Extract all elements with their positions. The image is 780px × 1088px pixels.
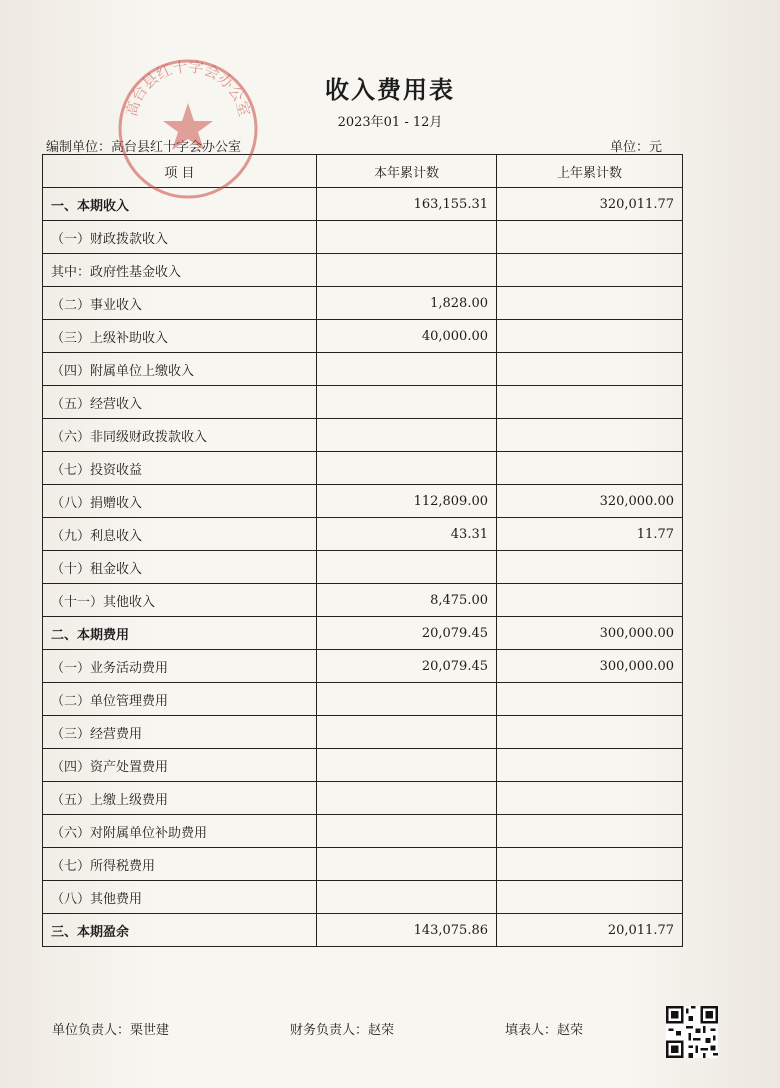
table-row bbox=[43, 518, 683, 551]
row-current-year-value bbox=[317, 815, 497, 848]
row-current-year-value bbox=[317, 749, 497, 782]
row-current-year-value bbox=[317, 848, 497, 881]
row-current-year-value bbox=[317, 221, 497, 254]
table-row bbox=[43, 419, 683, 452]
row-item-label: （三）上级补助收入 bbox=[43, 320, 317, 353]
row-current-year-value: 40,000.00 bbox=[317, 320, 497, 353]
row-current-year-value: 8,475.00 bbox=[317, 584, 497, 617]
row-current-year-value bbox=[317, 716, 497, 749]
table-row bbox=[43, 452, 683, 485]
column-header-item: 项 目 bbox=[43, 155, 317, 188]
row-item-label: （一）财政拨款收入 bbox=[43, 221, 317, 254]
table-row bbox=[43, 386, 683, 419]
table-row bbox=[43, 485, 683, 518]
table-row bbox=[43, 221, 683, 254]
row-item-label: （三）经营费用 bbox=[43, 716, 317, 749]
row-prior-year-value: 320,000.00 bbox=[497, 485, 683, 518]
row-item-label: （十）租金收入 bbox=[43, 551, 317, 584]
table-row bbox=[43, 881, 683, 914]
finance-head-signature: 财务负责人：赵荣 bbox=[290, 1023, 395, 1038]
qr-code-icon bbox=[666, 1006, 718, 1058]
row-prior-year-value bbox=[497, 683, 683, 716]
row-item-label: （二）事业收入 bbox=[43, 287, 317, 320]
row-prior-year-value bbox=[497, 815, 683, 848]
row-prior-year-value bbox=[497, 254, 683, 287]
official-seal bbox=[117, 58, 259, 200]
row-current-year-value bbox=[317, 551, 497, 584]
row-prior-year-value bbox=[497, 452, 683, 485]
row-item-label: （七）所得税费用 bbox=[43, 848, 317, 881]
reporting-unit: 编制单位：高台县红十字会办公室 bbox=[46, 140, 242, 155]
row-item-label: （八）其他费用 bbox=[43, 881, 317, 914]
row-item-label: （二）单位管理费用 bbox=[43, 683, 317, 716]
row-item-label: （四）附属单位上缴收入 bbox=[43, 353, 317, 386]
table-row bbox=[43, 716, 683, 749]
row-prior-year-value bbox=[497, 782, 683, 815]
row-prior-year-value bbox=[497, 848, 683, 881]
table-row bbox=[43, 650, 683, 683]
row-item-label: （四）资产处置费用 bbox=[43, 749, 317, 782]
row-current-year-value: 163,155.31 bbox=[317, 188, 497, 221]
table-row bbox=[43, 617, 683, 650]
row-current-year-value: 143,075.86 bbox=[317, 914, 497, 947]
table-row bbox=[43, 782, 683, 815]
column-header-prior-year: 上年累计数 bbox=[497, 155, 683, 188]
preparer-signature: 填表人：赵荣 bbox=[505, 1023, 584, 1038]
row-item-label: （十一）其他收入 bbox=[43, 584, 317, 617]
row-prior-year-value bbox=[497, 287, 683, 320]
row-item-label: （一）业务活动费用 bbox=[43, 650, 317, 683]
row-prior-year-value: 320,011.77 bbox=[497, 188, 683, 221]
row-item-label: （五）经营收入 bbox=[43, 386, 317, 419]
table-row bbox=[43, 551, 683, 584]
table-row bbox=[43, 749, 683, 782]
income-expense-table bbox=[42, 154, 683, 947]
row-item-label: （五）上缴上级费用 bbox=[43, 782, 317, 815]
row-prior-year-value: 20,011.77 bbox=[497, 914, 683, 947]
table-row bbox=[43, 584, 683, 617]
report-period: 2023年01 - 12月 bbox=[337, 115, 443, 130]
row-prior-year-value bbox=[497, 353, 683, 386]
row-item-label: （八）捐赠收入 bbox=[43, 485, 317, 518]
table-row bbox=[43, 254, 683, 287]
row-item-label: 一、本期收入 bbox=[43, 188, 317, 221]
row-prior-year-value bbox=[497, 584, 683, 617]
page-title: 收入费用表 bbox=[325, 75, 455, 104]
row-prior-year-value bbox=[497, 749, 683, 782]
row-current-year-value bbox=[317, 881, 497, 914]
row-item-label: 二、本期费用 bbox=[43, 617, 317, 650]
table-row bbox=[43, 353, 683, 386]
table-row bbox=[43, 287, 683, 320]
row-item-label: 三、本期盈余 bbox=[43, 914, 317, 947]
row-prior-year-value bbox=[497, 419, 683, 452]
row-current-year-value: 20,079.45 bbox=[317, 650, 497, 683]
seal-text: 高台县红十字会办公室 bbox=[122, 58, 254, 119]
column-header-current-year: 本年累计数 bbox=[317, 155, 497, 188]
row-current-year-value bbox=[317, 353, 497, 386]
row-prior-year-value bbox=[497, 716, 683, 749]
row-item-label: （九）利息收入 bbox=[43, 518, 317, 551]
row-prior-year-value: 11.77 bbox=[497, 518, 683, 551]
row-current-year-value: 112,809.00 bbox=[317, 485, 497, 518]
row-item-label: 其中：政府性基金收入 bbox=[43, 254, 317, 287]
row-current-year-value bbox=[317, 683, 497, 716]
row-prior-year-value bbox=[497, 881, 683, 914]
row-prior-year-value bbox=[497, 386, 683, 419]
unit-head-signature: 单位负责人：栗世建 bbox=[52, 1023, 170, 1038]
row-prior-year-value bbox=[497, 551, 683, 584]
table-row bbox=[43, 815, 683, 848]
row-current-year-value: 20,079.45 bbox=[317, 617, 497, 650]
row-current-year-value bbox=[317, 419, 497, 452]
row-current-year-value bbox=[317, 254, 497, 287]
table-row bbox=[43, 320, 683, 353]
row-item-label: （七）投资收益 bbox=[43, 452, 317, 485]
seal-star-icon bbox=[163, 103, 213, 150]
currency-unit: 单位：元 bbox=[610, 140, 663, 155]
row-item-label: （六）对附属单位补助费用 bbox=[43, 815, 317, 848]
row-current-year-value bbox=[317, 386, 497, 419]
row-item-label: （六）非同级财政拨款收入 bbox=[43, 419, 317, 452]
row-current-year-value: 1,828.00 bbox=[317, 287, 497, 320]
row-prior-year-value: 300,000.00 bbox=[497, 617, 683, 650]
row-prior-year-value bbox=[497, 320, 683, 353]
table-row bbox=[43, 914, 683, 947]
row-prior-year-value: 300,000.00 bbox=[497, 650, 683, 683]
row-prior-year-value bbox=[497, 221, 683, 254]
row-current-year-value bbox=[317, 782, 497, 815]
row-current-year-value: 43.31 bbox=[317, 518, 497, 551]
table-row bbox=[43, 683, 683, 716]
row-current-year-value bbox=[317, 452, 497, 485]
table-row bbox=[43, 848, 683, 881]
